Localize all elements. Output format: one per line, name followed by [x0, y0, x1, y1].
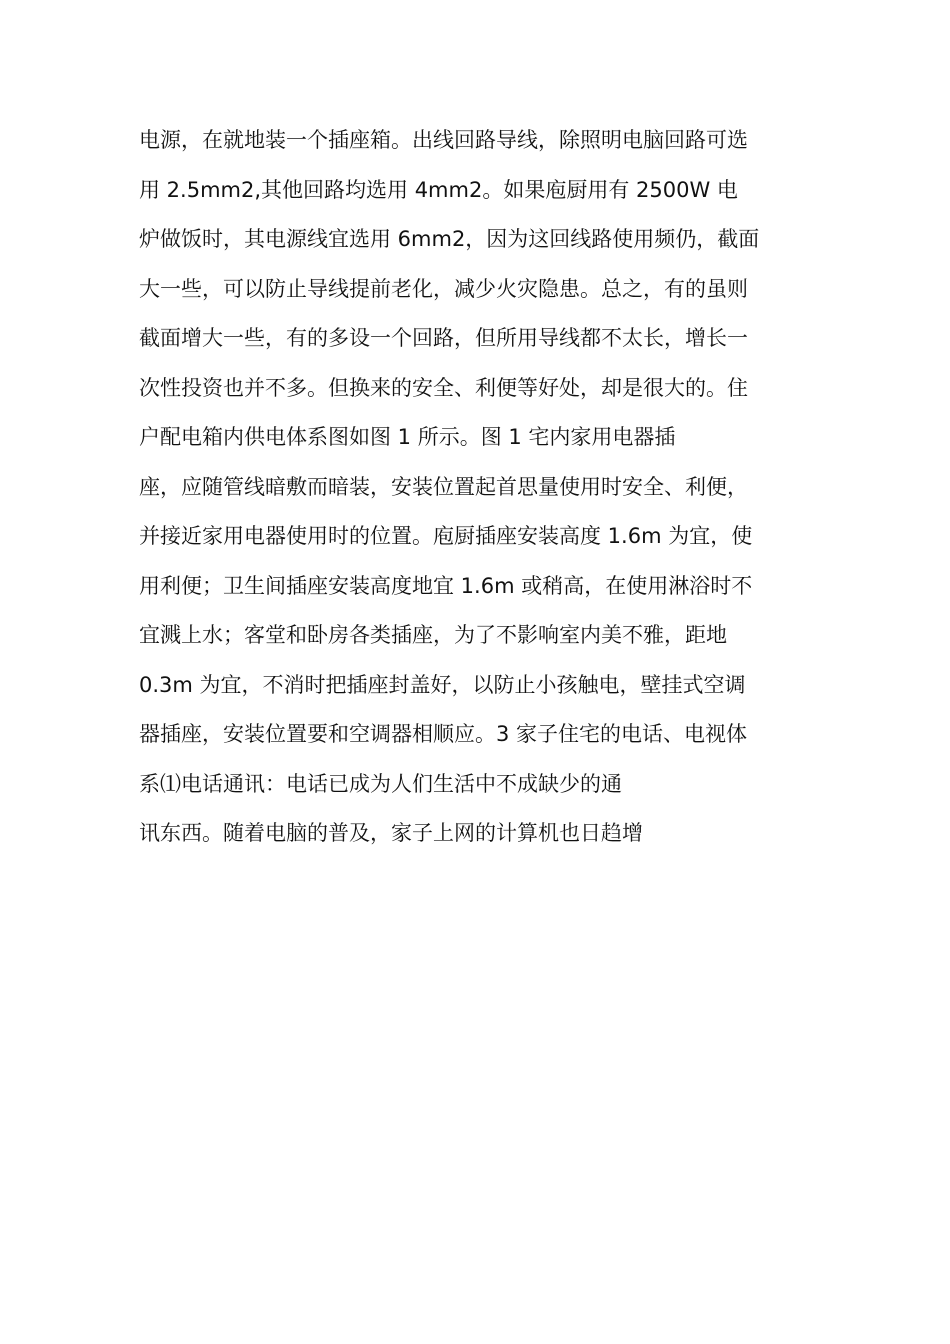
text-line-1: 电源，在就地装一个插座箱。出线回路导线，除照明电脑回路可选 — [139, 128, 748, 152]
text-line-4: 大一些，可以防止导线提前老化，减少火灾隐患。总之，有的虽则 — [139, 276, 748, 301]
text-line-12: 0.3m 为宜，不消时把插座封盖好，以防止小孩触电，壁挂式空调 — [139, 672, 746, 697]
text-line-15: 讯东西。随着电脑的普及，家子上网的计算机也日趋增 — [139, 821, 643, 845]
text-line-14: 系⑴电话通讯：电话已成为人们生活中不成缺少的通 — [139, 771, 622, 796]
text-line-3: 炉做饭时，其电源线宜选用 6mm2，因为这回线路使用频仍，截面 — [139, 227, 760, 251]
text-line-9: 并接近家用电器使用时的位置。庖厨插座安装高度 1.6m 为宜，使 — [139, 524, 753, 548]
text-line-11: 宜溅上水；客堂和卧房各类插座，为了不影响室内美不雅，距地 — [139, 623, 727, 647]
text-line-7: 户配电箱内供电体系图如图 1 所示。图 1 宅内家用电器插 — [139, 425, 676, 449]
text-line-2: 用 2.5mm2,其他回路均选用 4mm2。如果庖厨用有 2500W 电 — [139, 177, 738, 202]
text-line-8: 座，应随管线暗敷而暗装，安装位置起首思量使用时安全、利便， — [139, 474, 748, 499]
text-line-10: 用利便；卫生间插座安装高度地宜 1.6m 或稍高，在使用淋浴时不 — [139, 573, 753, 598]
text-line-5: 截面增大一些，有的多设一个回路，但所用导线都不太长，增长一 — [139, 326, 748, 350]
text-line-6: 次性投资也并不多。但换来的安全、利便等好处，却是很大的。住 — [139, 375, 748, 400]
text-line-13: 器插座，安装位置要和空调器相顺应。3 家子住宅的电话、电视体 — [139, 722, 748, 746]
body-text — [139, 116, 819, 859]
